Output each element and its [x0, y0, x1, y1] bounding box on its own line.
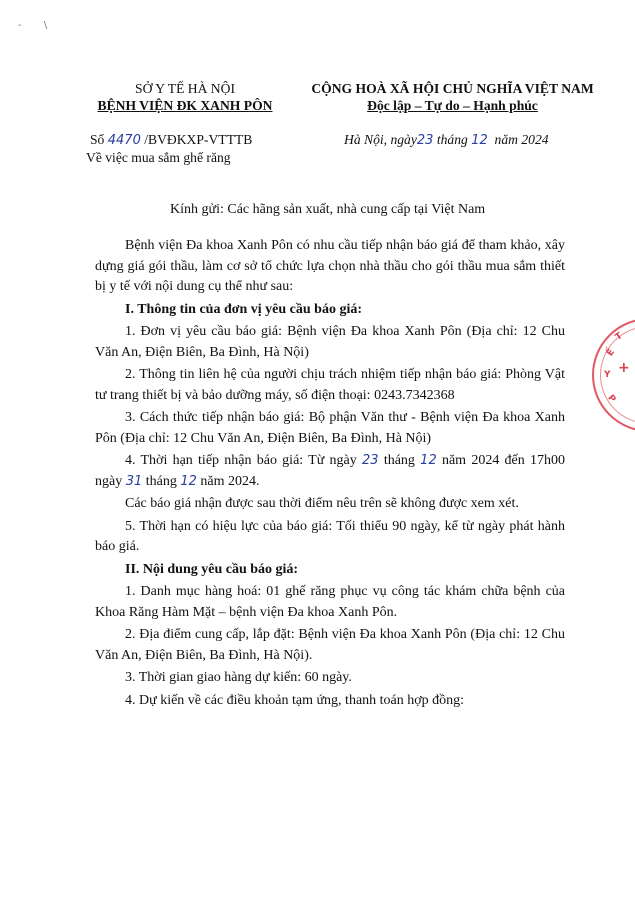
section-2-item-3: 3. Thời gian giao hàng dự kiến: 60 ngày. [125, 670, 352, 685]
document-subject: Về việc mua sắm ghế răng [86, 150, 231, 165]
section-2-item-4: 4. Dự kiến về các điều khoản tạm ứng, thanh toán hợp đồng: [125, 692, 465, 708]
national-motto: Độc lập – Tự do – Hạnh phúc [367, 98, 538, 113]
section-2-item-1: 1. Danh mục hàng hoá: 01 ghế răng phục vụ công tác khám chữa bệnh của Khoa Răng Hàm Mặt – bệnh viện Đa khoa Xanh Pôn. [95, 584, 565, 620]
section-1-note: Các báo giá nhận được sau thời điểm nêu trên sẽ không được xem xét. [125, 496, 519, 511]
section-1-title: I. Thông tin của đơn vị yêu cầu báo giá: [125, 301, 362, 317]
document-date: Hà Nội, ngày23 tháng 12 năm 2024 [344, 132, 549, 148]
scan-marks: - \ [18, 20, 48, 31]
intro-paragraph: Bệnh viện Đa khoa Xanh Pôn có nhu cầu tiếp nhận báo giá để tham khảo, xây dựng giá gói thầu, làm cơ sở tổ chức lựa chọn nhà thầu cho gói thầu mua sắm thiết bị y tế với nội dung cụ thể như sau: [95, 238, 565, 294]
section-1-item-3: 3. Cách thức tiếp nhận báo giá: Bộ phận Văn thư - Bệnh viện Đa khoa Xanh Pôn (Địa chỉ: 12 Chu Văn An, Điện Biên, Ba Đình, Hà Nội) [95, 410, 565, 446]
document-body [95, 236, 565, 711]
section-2-title: II. Nội dung yêu cầu báo giá: [125, 561, 299, 577]
handwritten-end-day: 31 [125, 473, 143, 489]
red-seal-stamp: T Ế Y P + [592, 318, 635, 432]
left-header [70, 80, 300, 114]
section-1-item-1: 1. Đơn vị yêu cầu báo giá: Bệnh viện Đa khoa Xanh Pôn (Địa chỉ: 12 Chu Văn An, Điện Biên, Ba Đình, Hà Nội) [95, 324, 565, 360]
handwritten-start-day: 23 [362, 453, 379, 468]
handwritten-end-month: 12 [180, 473, 197, 489]
section-1-item-4: 4. Thời hạn tiếp nhận báo giá: Từ ngày 23 tháng 12 năm 2024 đến 17h00 ngày 31 tháng 12 năm 2024. [95, 453, 566, 489]
section-2-item-2: 2. Địa điểm cung cấp, lắp đặt: Bệnh viện Đa khoa Xanh Pôn (Địa chỉ: 12 Chu Văn An, Điện Biên, Ba Đình, Hà Nội). [95, 627, 565, 663]
salutation: Kính gửi: Các hãng sản xuất, nhà cung cấp tại Việt Nam [170, 202, 486, 217]
section-1-item-5: 5. Thời hạn có hiệu lực của báo giá: Tối thiểu 90 ngày, kể từ ngày phát hành báo giá. [95, 518, 565, 554]
handwritten-start-month: 12 [420, 453, 437, 468]
section-1-item-2: 2. Thông tin liên hệ của người chịu trách nhiệm tiếp nhận báo giá: Phòng Vật tư trang thiết bị và bảo dưỡng máy, số điện thoại: 0243.7342368 [95, 367, 565, 403]
right-header [300, 80, 605, 114]
national-title: CỘNG HOÀ XÃ HỘI CHỦ NGHĨA VIỆT NAM [311, 81, 594, 96]
ministry-name: SỞ Y TẾ HÀ NỘI [135, 81, 235, 96]
hospital-name: BỆNH VIỆN ĐK XANH PÔN [97, 98, 273, 113]
handwritten-day: 23 [416, 133, 434, 148]
handwritten-month: 12 [471, 133, 488, 148]
handwritten-doc-number: 4470 [107, 133, 141, 148]
document-number: Số 4470 /BVĐKXP-VTTTB [90, 132, 253, 148]
